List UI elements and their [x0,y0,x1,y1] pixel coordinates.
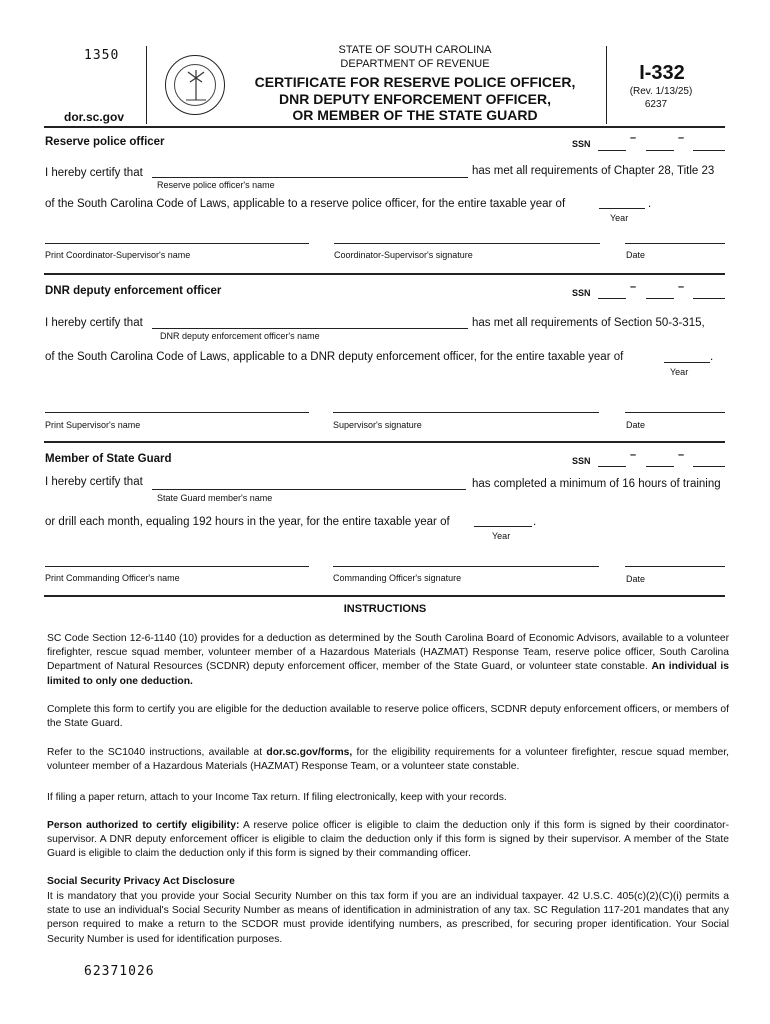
ssn-part1-field[interactable] [598,298,626,299]
privacy-text: It is mandatory that you provide your Social Security Number on this tax form if you are an individual taxpayer. 42 U.S.C. 405(c)(2)(C)(i) permits a state to use an individual's Social Security Number as means of identification in administration of any tax. SC Regulation 117-201 mandates that any person required to make a return to the SCDOR must provide identifying numbers, as prescribed, for securing proper identification. Your Social Security Number is used for identification purposes. [47,891,729,945]
website: dor.sc.gov [64,110,125,124]
dnr-date-field[interactable] [625,412,725,413]
authorized-text: A reserve police officer is eligible to claim the deduction only if this form is signed by their coordinator-supervisor. A DNR deputy enforcement officer is eligible to claim the deduction only if this form is signed by their supervisor. A member of the State Guard is eligible to claim the deduction only if this form is signed by their commanding officer. [47,820,730,860]
form-code: 1350 [84,48,120,63]
guard-date-caption: Date [626,574,646,584]
instructions-paragraph-1 [47,632,729,689]
guard-name-caption: State Guard member's name [157,493,273,503]
ssn-part2-field[interactable] [646,298,674,299]
ssn-part3-field[interactable] [693,298,725,299]
ssn-label: SSN [572,456,591,466]
reserve-date-caption: Date [626,250,646,260]
ssn-dash: – [630,132,637,144]
dnr-name-caption: DNR deputy enforcement officer's name [160,331,320,341]
guard-member-name-field[interactable] [152,489,466,490]
reserve-officer-name-field[interactable] [152,177,468,178]
section-rule [44,441,725,443]
period: . [533,516,537,528]
guard-year-field[interactable] [474,526,532,527]
deduction-text: SC Code Section 12-6-1140 (10) provides for a deduction as determined by the South Carolina Board of Economic Advisors, available to a volunteer firefighter, rescue squad member, volunteer member of a Hazardous Materials (HAZMAT) Response Team, reserve police officer, South Carolina Department of Natural Resources (SCDNR) deputy enforcement officer, member of the State Guard, or volunteer state constable. [47,633,729,673]
reserve-year-field[interactable] [599,208,645,209]
form-title-line1: CERTIFICATE FOR RESERVE POLICE OFFICER, [254,74,576,90]
dnr-year-field[interactable] [664,362,710,363]
instructions-heading: INSTRUCTIONS [343,603,427,615]
guard-print-caption: Print Commanding Officer's name [45,573,180,583]
forms-link[interactable]: dor.sc.gov/forms, [266,747,353,758]
section-rule [44,595,725,597]
dnr-date-caption: Date [626,420,646,430]
ssn-dash: – [678,281,685,293]
header-divider-right [606,46,607,124]
dnr-print-name-field[interactable] [45,412,309,413]
state-name: STATE OF SOUTH CAROLINA [338,44,492,56]
guard-met-text: has completed a minimum of 16 hours of training [472,478,721,490]
reserve-name-caption: Reserve police officer's name [157,180,275,190]
ssn-part3-field[interactable] [693,150,725,151]
ssn-dash: – [678,449,685,461]
dnr-met-text: has met all requirements of Section 50-3-315, [472,317,705,329]
dnr-certify-text: I hereby certify that [45,317,143,329]
guard-law-text: or drill each month, equaling 192 hours in the year, for the entire taxable year of [45,516,450,528]
dnr-signature-field[interactable] [333,412,599,413]
reserve-year-caption: Year [610,213,629,223]
department-name: DEPARTMENT OF REVENUE [340,58,490,70]
instructions-paragraph-5 [47,819,729,862]
ssn-part1-field[interactable] [598,150,626,151]
header-divider-left [146,46,147,124]
guard-signature-field[interactable] [333,566,599,567]
form-title-line3: OR MEMBER OF THE STATE GUARD [292,107,538,123]
guard-print-name-field[interactable] [45,566,309,567]
ssn-part3-field[interactable] [693,466,725,467]
reserve-heading: Reserve police officer [45,136,165,148]
deduction-limit-text: An individual is limited to only one deduction. [47,661,729,687]
form-number: I-332 [639,62,685,84]
privacy-heading: Social Security Privacy Act Disclosure [47,876,235,887]
ssn-label: SSN [572,288,591,298]
reserve-signature-caption: Coordinator-Supervisor's signature [334,250,473,260]
ssn-label: SSN [572,139,591,149]
form-id: 6237 [644,99,668,110]
header-rule [44,126,725,128]
guard-certify-text: I hereby certify that [45,476,143,488]
reserve-print-name-field[interactable] [45,243,309,244]
form-title-line2: DNR DEPUTY ENFORCEMENT OFFICER, [279,91,551,107]
refer-text: Refer to the SC1040 instructions, available at [47,747,263,758]
guard-signature-caption: Commanding Officer's signature [333,573,462,583]
ssn-part1-field[interactable] [598,466,626,467]
footer-code: 62371026 [84,964,155,979]
section-rule [44,273,725,275]
refer-text-continued: for the eligibility requirements for a volunteer firefighter, rescue squad member, volunteer member of a Hazardous Materials (HAZMAT) Response Team, or a volunteer state constable. [47,747,729,773]
reserve-print-caption: Print Coordinator-Supervisor's name [45,250,191,260]
guard-heading: Member of State Guard [45,453,172,465]
instructions-paragraph-2: Complete this form to certify you are eligible for the deduction available to reserve police officers, SCDNR deputy enforcement officers, or members of the State Guard. [47,704,729,730]
dnr-year-caption: Year [670,367,689,377]
dnr-officer-name-field[interactable] [152,328,468,329]
reserve-certify-text: I hereby certify that [45,167,143,179]
guard-year-caption: Year [492,531,511,541]
reserve-signature-field[interactable] [334,243,600,244]
guard-date-field[interactable] [625,566,725,567]
instructions-paragraph-3 [47,746,729,774]
dnr-heading: DNR deputy enforcement officer [45,285,222,297]
ssn-dash: – [630,449,637,461]
ssn-part2-field[interactable] [646,466,674,467]
reserve-law-text: of the South Carolina Code of Laws, applicable to a reserve police officer, for the entire taxable year of [45,198,566,210]
reserve-met-text: has met all requirements of Chapter 28, Title 23 [472,165,715,177]
period: . [710,351,714,363]
dnr-signature-caption: Supervisor's signature [333,420,422,430]
instructions-paragraph-4: If filing a paper return, attach to your Income Tax return. If filing electronically, keep with your records. [47,792,507,803]
ssn-dash: – [678,132,685,144]
dnr-print-caption: Print Supervisor's name [45,420,141,430]
dnr-law-text: of the South Carolina Code of Laws, applicable to a DNR deputy enforcement officer, for the entire taxable year of [45,351,624,363]
authorized-heading: Person authorized to certify eligibility: [47,820,240,831]
revision-date: (Rev. 1/13/25) [629,86,693,97]
ssn-part2-field[interactable] [646,150,674,151]
ssn-dash: – [630,281,637,293]
period: . [648,198,652,210]
reserve-date-field[interactable] [625,243,725,244]
